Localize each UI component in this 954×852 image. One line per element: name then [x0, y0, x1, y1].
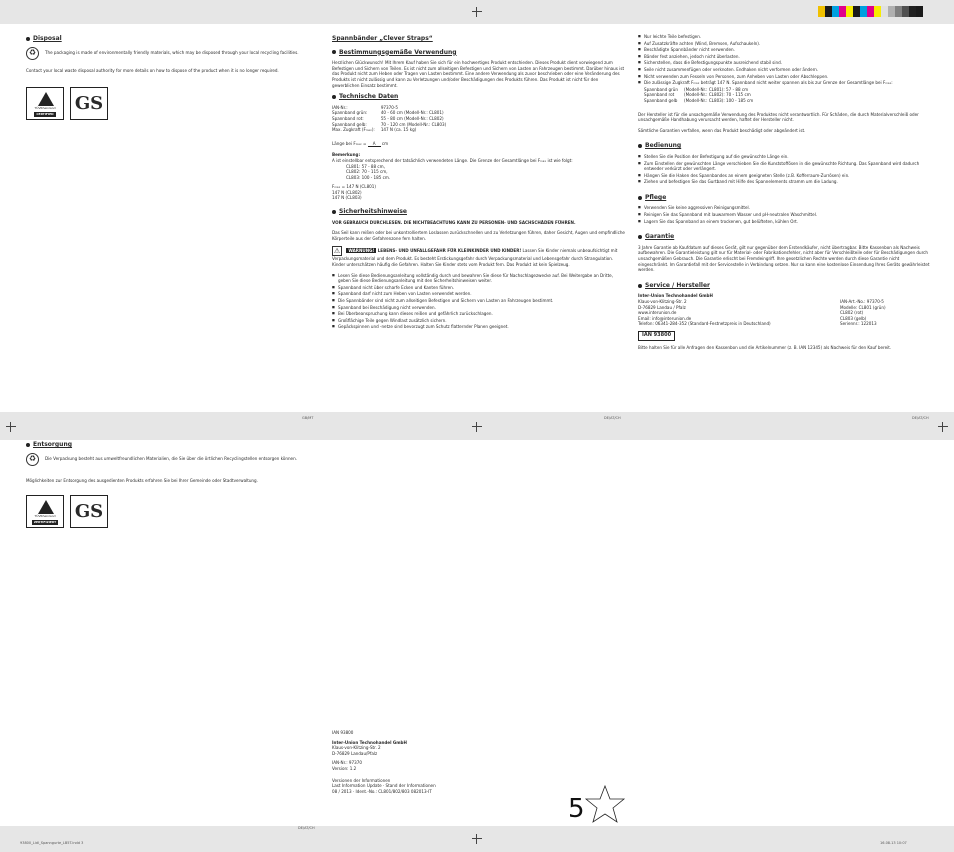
tech-label: Spannband grün: [332, 110, 368, 116]
list-item: ■ Die Spannbänder sind nicht zum allseitigen Befestigen und Sichern von Lasten an Fahrzeugen bestimmt. [332, 298, 626, 304]
right-top-list [638, 34, 930, 86]
note-values [332, 164, 626, 181]
disposal-heading: Disposal [26, 36, 316, 42]
length-row [644, 98, 759, 104]
registration-mark-right [938, 422, 948, 432]
list-item: ■ Seile nicht zusammenfügen oder verknoten. Endhaken nicht verformen oder ändern. [638, 67, 930, 73]
star-icon [584, 784, 626, 824]
disposal-text-de: Möglichkeiten zur Entsorgung des ausgedienten Produkts erfahren Sie bei Ihrer Gemeinde oder Stadtverwaltung. [26, 477, 258, 483]
colorbar-swatch [888, 6, 895, 17]
list-item: ■ Bei Überbeanspruchung kann dieses reißen und gefährlich zurückschlagen. [332, 311, 626, 317]
disposal-panel-de [26, 442, 316, 528]
list-item: ■ Spannband bei Beschädigung nicht verwenden. [332, 305, 626, 311]
note-value: CL801: 57 - 88 cm, [346, 163, 385, 169]
list-item: ■ Lesen Sie diese Bedienungsanleitung vollständig durch und bewahren Sie diese für Nachschlagezwecke auf. Bei Weitergabe an Dritte, geben Sie diese Bedienungsanleitung mit den Sicherheitshinweisen weiter. [332, 273, 626, 284]
list-item: ■ Verwenden Sie keine aggressiven Reinigungsmittel. [638, 205, 930, 211]
note-text: A ist einstellbar entsprechend der tatsächlich verwendeten Länge. Die Grenze der Gesamtlänge bei Fₘₐₓ ist wie folgt: [332, 157, 573, 163]
colorbar-swatch [916, 6, 923, 17]
tech-label: IAN-Nr.: [332, 104, 348, 110]
tech-label: Max. Zugkraft (Fₘₐₓ): [332, 127, 375, 133]
ian-badge: IAN 93800 [638, 331, 675, 341]
tech-value: 40 - 60 cm (Modell-Nr.: CL801) [380, 110, 444, 116]
registration-mark-center [472, 422, 482, 432]
colorbar-swatch [874, 6, 881, 17]
gs-mark-logo-de: GS [70, 495, 108, 528]
footer-code-de3: DE/AT/CH [298, 826, 315, 830]
list-item: ■ Die zulässige Zugkraft Fₘₐₓ beträgt 147 N. Spannband nicht weiter spannen als bis zur Grenze der Gesamtlänge bei Fₘₐₓ: [638, 80, 930, 86]
service-model-line: Modelle: CL801 (grün) [840, 304, 886, 310]
disposal-panel-en [26, 36, 316, 120]
list-item: ■ Ziehen und befestigen Sie das Gurtband mit Hilfe des Spannelements stramm um die Ladung. [638, 179, 930, 185]
tech-value: 147 N (ca. 15 kg) [380, 127, 417, 133]
bullet-icon [638, 235, 642, 239]
colorbar-swatch [902, 6, 909, 17]
fmax-value: 147 N (CL802) [332, 189, 362, 195]
print-colorbar [818, 6, 923, 17]
tech-heading: Technische Daten [332, 94, 626, 100]
tech-label: Spannband gelb: [332, 121, 367, 127]
bullet-icon [638, 284, 642, 288]
service-line: Telefon: 06341-284-352 (Standard-Festnetzpreis in Deutschland) [638, 321, 771, 327]
imprint-panel [332, 730, 532, 794]
registration-mark-top [472, 7, 482, 17]
purpose-text: Herzlichen Glückwunsch! Mit Ihrem Kauf haben Sie sich für ein hochwertiges Produkt entschieden. Dieses Produkt dient vorwiegend zum Befestigen und Sichern von Teilen. Es ist nicht zum allseitigen Befestigen und Sichern von Lasten an Fahrzeugen bestimmt. Darüber hinaus ist das Produkt nicht zum Heben oder Tragen von Lasten bestimmt. Eine andere Verwendung als zuvor beschrieben oder eine Veränderung des Produkts ist nicht zulässig und kann zu Verletzungen und/oder Beschädigungen des Produkts führen. Das Produkt ist nicht für den gewerblichen Einsatz bestimmt. [332, 60, 625, 88]
list-item: ■ Lagern Sie das Spannband an einem trockenen, gut belüfteten, kühlen Ort. [638, 219, 930, 225]
imprint-info-head: Versionen der Informationen [332, 777, 391, 783]
product-title: Spannbänder „Clever Straps“ [332, 35, 433, 42]
safety-heading: Sicherheitshinweise [332, 209, 626, 215]
imprint-ianr: IAN-Nr.: 97370 [332, 760, 362, 766]
service-model-line: CL803 (gelb) [840, 315, 867, 321]
bullet-icon [26, 443, 30, 447]
list-item: ■ Auf Zusatzkräfte achten (Wind, Bremsen, Aufschaukeln). [638, 41, 930, 47]
list-item: ■ Gepäckspinnen und -netze sind bevorzugt zum Schutz flatternder Planen geeignet. [332, 324, 626, 330]
tech-value: 97370-5 [380, 104, 398, 110]
list-item: ■ Spannband darf nicht zum Heben von Lasten verwendet werden. [332, 291, 626, 297]
colorbar-swatch [825, 6, 832, 17]
contact-text: Contact your local waste disposal authority for more details on how to dispose of the product when it is no longer required. [26, 67, 279, 73]
list-item: ■ Bänder fest anziehen, jedoch nicht überlasten. [638, 54, 930, 60]
bullet-icon [332, 210, 336, 214]
imprint-version: Version: 1.2 [332, 765, 357, 771]
tech-table [332, 105, 452, 133]
note-value: CL802: 70 - 115 cm, [346, 169, 388, 175]
fmax-value: 147 N (CL803) [332, 195, 362, 201]
tech-row [332, 127, 452, 133]
note-heading: Bemerkung: [332, 152, 361, 158]
warranty-heading: Garantie [638, 234, 930, 240]
colorbar-swatch [860, 6, 867, 17]
footer-code-de1: DE/AT/CH [604, 416, 621, 420]
service-line: Email: info@interunion.de [638, 315, 692, 321]
length-value: (Modell-Nr.: CL803): 100 - 185 cm [683, 97, 754, 103]
colorbar-swatch [881, 6, 888, 17]
bullet-icon [26, 37, 30, 41]
colorbar-swatch [867, 6, 874, 17]
imprint-company: Inter-Union Technohandel GmbH [332, 739, 407, 745]
tech-value: 70 - 120 cm (Modell-Nr.: CL803) [380, 121, 447, 127]
footer-code-de2: DE/AT/CH [912, 416, 929, 420]
colorbar-swatch [846, 6, 853, 17]
service-model-line: IAN-Art.-No.: 97370-5 [840, 299, 884, 304]
imprint-ian: IAN 93800 [332, 730, 354, 735]
service-model-line: CL802 (rot) [840, 310, 864, 316]
tech-value: 55 - 80 cm (Modell-Nr.: CL802) [380, 115, 444, 121]
receipt-text: Bitte halten Sie für alle Anfragen den Kassenbon und die Artikelnummer (z. B. IAN 12345) als Nachweis für den Kauf bereit. [638, 344, 892, 350]
service-company: Inter-Union Technohandel GmbH [638, 293, 713, 299]
registration-mark-left [6, 422, 16, 432]
colorbar-swatch [853, 6, 860, 17]
tech-row [332, 116, 452, 122]
length-line: Länge bei Fₘₐₓ = A cm [332, 140, 389, 146]
note-value: CL803: 100 - 185 cm. [346, 174, 391, 180]
list-item: ■ Nicht verwenden zum Fesseln von Personen, zum Anheben von Lasten oder Abschleppen. [638, 74, 930, 80]
list-item: ■ Reinigen Sie das Spannband mit lauwarmem Wasser und pH-neutralen Waschmittel. [638, 212, 930, 218]
recycle-icon: ♻ [26, 47, 39, 60]
bullet-icon [332, 95, 336, 99]
gs-mark-logo: GS [70, 87, 108, 120]
tuv-zertifiziert-logo: TÜVRheinland ZERTIFIZIERT [26, 495, 64, 528]
liability-text: Der Hersteller ist für die unsachgemäße Verwendung des Produktes nicht verantwortlich. Für Schäden, die durch Materialverschleiß oder unsachgemäße Handhabung verursacht werden, haftet der Hersteller nicht. [638, 111, 919, 123]
service-model-line: Seriennr.: 122013 [840, 321, 877, 327]
service-line: www.interunion.de [638, 310, 677, 316]
list-item: ■ Stellen Sie die Position der Befestigung auf die gewünschte Länge ein. [638, 154, 930, 160]
imprint-city: D-76829 Landau/Pfalz [332, 750, 378, 756]
page-number: 5 [568, 794, 585, 824]
packaging-text-de: Die Verpackung besteht aus umweltfreundlichen Materialien, die Sie über die örtlichen Recyclingstellen entsorgen können. [45, 456, 297, 462]
imprint-info-update: Last Information Update · Stand der Informationen [332, 783, 436, 789]
service-line: D-76829 Landau / Pfalz [638, 304, 686, 310]
list-item: ■ Sicherstellen, dass die Befestigungspunkte ausreichend stabil sind. [638, 60, 930, 66]
registration-mark-bottom [472, 834, 482, 844]
list-item: ■ Zum Einstellen der gewünschten Länge verschieben Sie die Kunststoffösen in die gewünschte Richtung. Das Spannband wird dadurch entweder verkürzt oder verlängert. [638, 161, 930, 172]
safety-intro: Das Seil kann reißen oder bei unkontrolliertem Loslassen zurückschnellen und zu Verletzungen führen, daher Gesicht, Augen und empfindliche Körperteile aus der Gefahrenzone fern halten. [332, 230, 625, 241]
imprint-info-code: 08 / 2013 · Ident.-No.: CL801/802/803 082013-IT [332, 788, 432, 794]
service-models [840, 299, 930, 327]
fmax-values [332, 184, 626, 201]
colorbar-swatch [818, 6, 825, 17]
recycle-icon: ♻ [26, 453, 39, 466]
length-label: Spannband gelb [644, 97, 678, 103]
fmax-value: Fₘₐₓ = 147 N (CL801) [332, 184, 376, 190]
footer-code-gb: GB/MT [302, 416, 314, 420]
length-label: Spannband grün [644, 86, 678, 92]
usage-list [638, 154, 930, 185]
right-panel [638, 34, 930, 355]
colorbar-swatch [832, 6, 839, 17]
packaging-text: The packaging is made of environmentally friendly materials, which may be disposed through your local recycling facilities. [45, 50, 299, 56]
length-value: (Modell-Nr.: CL801): 57 - 88 cm [683, 86, 749, 92]
tech-label: Spannband rot: [332, 115, 364, 121]
imprint-street: Klaus-von-Klitzing-Str. 2 [332, 745, 381, 751]
middle-panel [332, 36, 626, 331]
safety-list [332, 273, 626, 330]
list-item: ■ Großflächige Teile gegen Windlast zusätzlich sichern. [332, 318, 626, 324]
list-item: ■ Spannband nicht über scharfe Ecken und Kanten führen. [332, 285, 626, 291]
bullet-icon [638, 196, 642, 200]
list-item: ■ Beschädigte Spannbänder nicht verwenden. [638, 47, 930, 53]
list-item: ■ Hängen Sie die Haken des Spannbandes an einem geeigneten Stelle (z.B. Kofferraum-Zurrösen) ein. [638, 173, 930, 179]
colorbar-swatch [909, 6, 916, 17]
file-date: 16.08.13 10:07 [880, 841, 907, 845]
length-table [644, 87, 759, 104]
bullet-icon [332, 50, 336, 54]
file-name: 93800_Lidl_Spanngurte_LB5T.indd 3 [20, 841, 84, 845]
care-heading: Pflege [638, 195, 930, 201]
tuv-certified-logo: TÜVRheinland CERTIFIED [26, 87, 64, 120]
length-value: (Modell-Nr.: CL802): 70 - 115 cm [683, 92, 751, 98]
entsorgung-heading: Entsorgung [26, 442, 316, 448]
colorbar-swatch [839, 6, 846, 17]
bullet-icon [638, 144, 642, 148]
warning-paragraph: ⚠ WARNUNG! LEBENS- UND UNFALLGEFAHR FÜR KLEINKINDER UND KINDER! Lassen Sie Kinder niemals unbeaufsichtigt mit Verpackungsmaterial und dem Produkt. Es besteht Erstickungsgefahr durch Verpackungsmaterial und Lebensgefahr durch Strangulation. Kinder unterschätzen häufig die Gefahren. Halten Sie Kinder stets vom Produkt fern. Das Produkt ist kein Spielzeug. [332, 247, 618, 268]
colorbar-swatch [895, 6, 902, 17]
usage-heading: Bedienung [638, 143, 930, 149]
service-line: Klaus-von-Klitzing-Str. 2 [638, 299, 687, 304]
purpose-heading: Bestimmungsgemäße Verwendung [332, 50, 626, 56]
warranty-text: 3 Jahre Garantie ab Kaufdatum auf dieses Gerät, gilt nur gegenüber dem Erstendkäufer, nicht übertragbar. Bitte Kassenbon als Nachweis aufbewahren. Die Garantieleistung gilt nur für Material- oder Fabrikationsfehler, nicht aber für Verschleißteile oder für Beschädigungen durch unsachgemäßen Gebrauch. Die Garantie erlischt bei Fremdeingriff. Ihre gesetzlichen Rechte werden durch diese Garantie nicht eingeschränkt. Im Garantiefall mit der Servicestelle in Verbindung setzen. Nur so kann eine kostenlose Einsendung Ihres Geräts gewährleistet werden. [638, 244, 930, 273]
safety-caps: VOR GEBRAUCH DURCHLESEN. DIE NICHTBEACHTUNG KANN ZU PERSONEN- UND SACHSCHÄDEN FÜHREN. [332, 219, 576, 225]
child-warning-icon: ⚠ [333, 247, 341, 256]
care-list [638, 205, 930, 224]
service-address [638, 299, 771, 327]
list-item: ■ Nur leichte Teile befestigen. [638, 34, 930, 40]
service-heading: Service / Hersteller [638, 283, 930, 289]
length-label: Spannband rot [644, 92, 675, 98]
warranty-void-text: Sämtliche Garantien verfallen, wenn das Produkt beschädigt oder abgeändert ist. [638, 127, 806, 133]
